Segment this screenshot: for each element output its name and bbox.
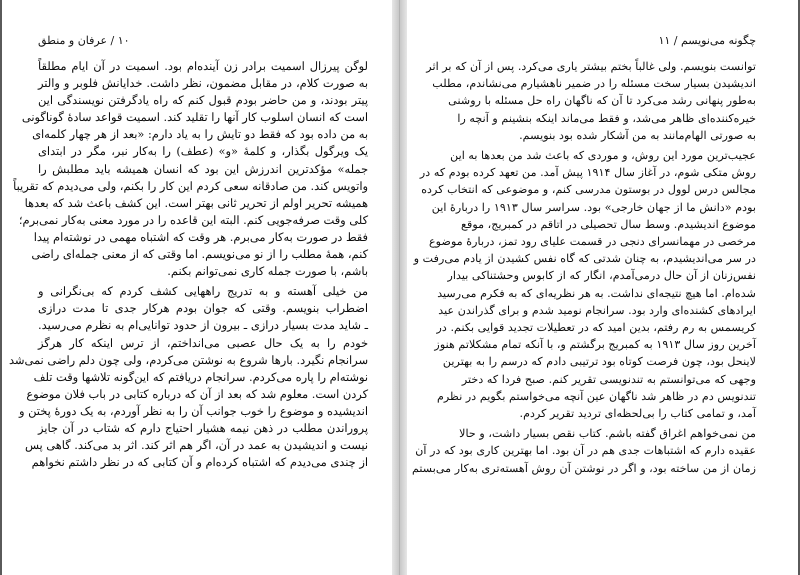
text-line: من خیلی آهسته و به تدریج راههایی کشف کردم که بی‌نگرانی و [38,284,368,299]
text-line: به صورتی الهام‌مانند به من آشکار شده بود بنویسم. [519,128,756,142]
text-line: من نمی‌خواهم اغراق گفته باشم. کتاب نقص بسیار داشت، و حالا [459,427,756,441]
text-line: در سر می‌اندیشیدم، به چنان شدتی که گاه نفس کشیدن از یادم می‌رفت و [413,252,756,266]
text-line: یک ویرگول بگذار، و کلمهٔ «و» (عطف) را به‌کار نبر، مگر در ابتدای [38,144,368,159]
text-line: پروراندن مطلب در ذهن نیمه هشیار احتیاج دارم که شتاب در آن جایز [38,420,368,435]
text-line: کردن است. معلوم شد که بعد از آن که درباره کتابی در باب فلان موضوع [26,386,368,401]
text-line: تندنویس دم در ظاهر شد ناگهان عین آنچه می‌خواستم بگویم در نظرم [436,389,756,403]
paragraph [411,425,756,477]
text-line: فقط در صورت به‌کار می‌برم. هر وقت که اشتباه مهمی در نوشته‌ام پیدا [33,229,368,244]
right-page [407,0,798,575]
text-line: بودم «دانش ما از جهان خارجی» بود. سراسر سال ۱۹۱۳ را دربارهٔ این [431,200,756,214]
text-line: به من داده بود که فقط دو تایش را به یاد دارم: «بعد از هر چهار کلمه‌ای [32,127,368,142]
text-line: شده‌ام. اما هیچ نتیجه‌ای نداشت. به هر نظریه‌ای که به فکرم می‌رسید [437,286,756,300]
text-line: توانست بنویسم. ولی غالباً بختم بیشتر یاری می‌کرد. پس از آن که بر اثر [426,60,756,73]
text-line: عجیب‌ترین مورد این روش، و موردی که باعث شد من بعدها به این [450,149,756,163]
text-line: پیتر بودند، و من حاضر بودم قبول کنم که راه یادگرفتن نویسندگی این [38,93,368,108]
text-line: سرانجام نگیرد. بارها شروع به نوشتن می‌کردم، ولی چون دلم راضی نمی‌شد [8,352,368,367]
text-line: آخرین روز سال ۱۹۱۳ به کمبریج برگشتم و، با آنکه تمام مشکلاتم هنوز [434,338,756,352]
right-page-body [411,58,756,477]
text-line: باشم، با صورت جمله کاری نمی‌توانم بکنم. [167,264,368,279]
paragraph [426,58,756,144]
text-line: مجالس درس لوول در بوستون مدرسی کنم، و موضوعی که انتخاب کرده [421,183,756,197]
text-line: همیشه تحریر اولم از تحریر ثانی بهتر است. این کشف باعث شد که بعدها [24,195,368,210]
left-page [2,0,392,575]
text-line: لاینحل بود، چون فرصت کوتاه بود ترتیبی دادم که درسم را به بهترین [442,355,756,369]
paragraph [13,58,368,280]
book-gutter [392,0,407,575]
text-line: روش متکی شوم، در آغاز سال ۱۹۱۴ پیش آمد. من تعهد کرده بودم که در [419,166,756,180]
left-page-header: ۱۰ / عرفان و منطق [38,34,130,47]
text-line: آمد، و تمامی کتاب را بی‌لحظه‌ای تردید تقریر کردم. [519,407,756,421]
text-line: جمله» مؤکدترین اندرزش این بود که انسان همیشه باید مطلبش را [38,161,368,176]
text-line: لوگن پیرزال اسمیت برادر زن آینده‌ام بود. اسمیت در آن ایام مطلقاً [38,59,368,73]
text-line: نیست و اندیشیدن به عمد در آن، اگر هم اثر کند. اثر بد می‌کند. گاهی پس [24,438,368,453]
text-line: ـ شاید مدت بسیار درازی ـ بیرون از حدود توانایی‌ام به نظرم می‌رسید. [38,318,368,333]
left-page-body [8,58,368,471]
text-line: زمان از من ساخته بود، و اگر در نوشتن آن روش آهسته‌تری به‌کار می‌بستم [411,461,756,475]
text-line: واتویس کند. من صادقانه سعی کردم این کار را بکنم، ولی می‌دیدم که تقریباً [13,178,368,193]
text-line: نفس‌زنان از آن حال درمی‌آمدم، انگار که از کابوس وحشتناکی بیدار [447,269,756,283]
text-line: به صورت کلام، در مقابل مضمون، نظر داشت. خدایانش فلوبر و والتر [38,76,368,91]
text-line: عقیده دارم که اشتباهات جدی هم در آن بود. اما بهترین کاری بود که در آن [415,444,756,458]
text-line: مرخصی در مهمانسرای دنجی در قسمت علیای رود تمز، دربارهٔ موضوع [429,235,756,249]
right-page-header: چگونه می‌نویسم / ۱۱ [658,34,756,47]
text-line: خودم را به یک حال عصبی می‌انداختم، از ترس اینکه کار هرگز [38,335,368,350]
text-line: کریسمس به رم رفتم، بدین امید که در تعطیلات تجدید قوایی بکنم. در [436,321,756,335]
text-line: ایرادهای کشنده‌ای وارد بود. سرانجام نومید شدم و برای گذراندن عید [438,303,756,317]
text-line: اضطراب بنویسم. وقتی که جوان بودم هرکار جدی تا مدت درازی [38,301,368,316]
text-line: است که انسان اسلوب کار آنها را تقلید کند. اسمیت قواعد سادهٔ گوناگونی [21,110,368,125]
text-line: نوشته‌ام را پاره می‌کردم. سرانجام دریافتم که این‌گونه تلاشها وقت تلف [33,369,368,384]
text-line: موضوع اندیشیدم. وسط سال تحصیلی در اتاقم در کمبریج، موقع [461,217,756,231]
text-line: کلی وقت صرفه‌جویی کنم. البته این قاعده را در مورد معنی به‌کار نمی‌برم؛ [18,212,368,227]
text-line: اندیشیده و موضوع را خوب جوانب آن را به نظر آوردم، به یک دورهٔ پختن و [19,403,368,418]
text-line: به‌طور پنهانی رشد می‌کرد تا آن که ناگهان راه حل مسئله با روشنی [448,94,756,108]
text-line: از چندی می‌دیدم که اشتباه کرده‌ام و آن کتابی که در نظر داشتم نخواهم [31,455,368,470]
paragraph [413,147,756,422]
text-line: وجهی که می‌توانستم به تندنویسی تقریر کنم. صبح فردا که دختر [461,372,756,386]
paragraph [8,283,368,471]
text-line: اندیشیدن بسیار سخت مسئله را در ضمیر ناهشیارم می‌نشاندم، مطلب [432,77,756,91]
text-line: خیره‌کننده‌ای ظاهر می‌شد، و فقط می‌ماند اینکه بنشینم و آنچه را [457,111,756,125]
text-line: کنم، همهٔ مطلب را از نو می‌نویسم. اما وقتی که از معنی جمله‌ای راضی [31,247,368,262]
